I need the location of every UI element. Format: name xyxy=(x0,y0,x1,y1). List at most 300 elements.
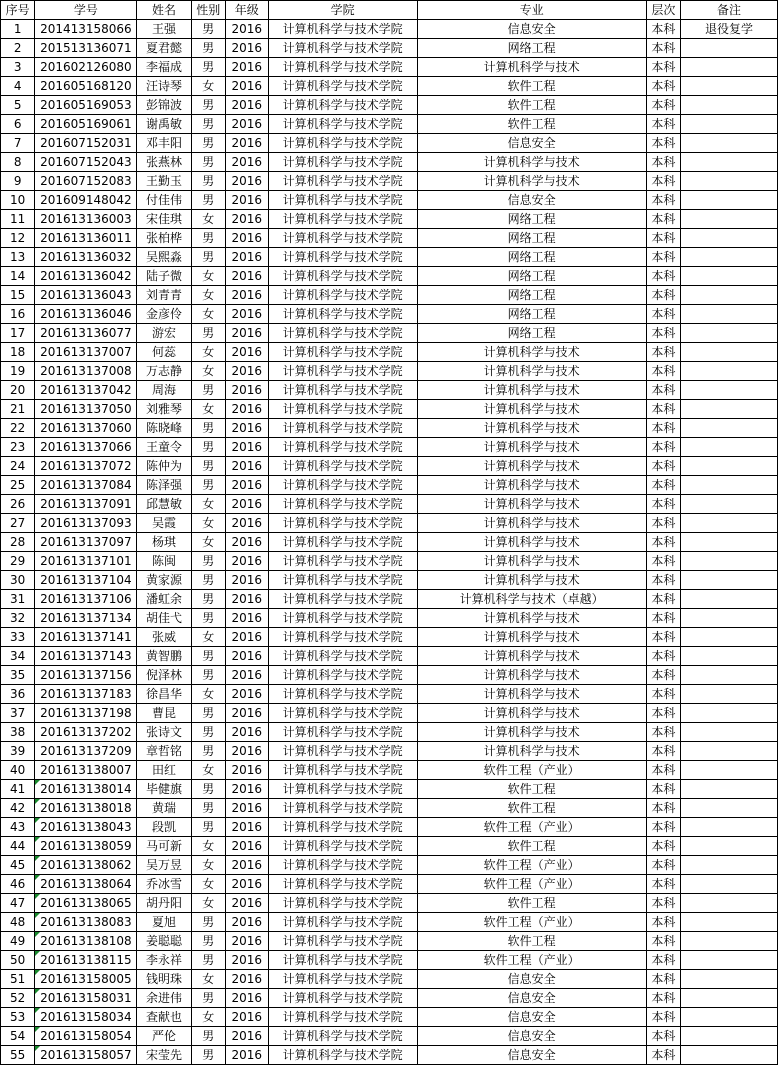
cell-grade[interactable]: 2016 xyxy=(225,932,268,951)
cell-grade[interactable]: 2016 xyxy=(225,305,268,324)
cell-seq[interactable]: 26 xyxy=(1,495,35,514)
cell-college[interactable]: 计算机科学与技术学院 xyxy=(268,153,417,172)
cell-seq[interactable]: 5 xyxy=(1,96,35,115)
cell-sex[interactable]: 女 xyxy=(191,837,225,856)
header-name[interactable]: 姓名 xyxy=(137,1,191,20)
cell-note[interactable] xyxy=(681,514,778,533)
cell-grade[interactable]: 2016 xyxy=(225,723,268,742)
cell-name[interactable]: 倪泽林 xyxy=(137,666,191,685)
cell-major[interactable]: 计算机科学与技术 xyxy=(417,685,646,704)
cell-level[interactable]: 本科 xyxy=(646,1008,680,1027)
cell-major[interactable]: 软件工程 xyxy=(417,799,646,818)
cell-grade[interactable]: 2016 xyxy=(225,229,268,248)
cell-seq[interactable]: 29 xyxy=(1,552,35,571)
cell-name[interactable]: 黄智鹏 xyxy=(137,647,191,666)
cell-student-id[interactable]: 201613137060 xyxy=(35,419,137,438)
cell-seq[interactable]: 33 xyxy=(1,628,35,647)
cell-major[interactable]: 软件工程（产业） xyxy=(417,875,646,894)
cell-name[interactable]: 胡丹阳 xyxy=(137,894,191,913)
cell-level[interactable]: 本科 xyxy=(646,267,680,286)
cell-note[interactable] xyxy=(681,172,778,191)
cell-seq[interactable]: 6 xyxy=(1,115,35,134)
cell-seq[interactable]: 43 xyxy=(1,818,35,837)
cell-student-id[interactable]: 201613138014 xyxy=(35,780,137,799)
cell-major[interactable]: 网络工程 xyxy=(417,210,646,229)
cell-college[interactable]: 计算机科学与技术学院 xyxy=(268,742,417,761)
cell-student-id[interactable]: 201602126080 xyxy=(35,58,137,77)
cell-seq[interactable]: 9 xyxy=(1,172,35,191)
cell-level[interactable]: 本科 xyxy=(646,324,680,343)
cell-major[interactable]: 信息安全 xyxy=(417,191,646,210)
cell-student-id[interactable]: 201613137066 xyxy=(35,438,137,457)
cell-grade[interactable]: 2016 xyxy=(225,495,268,514)
cell-level[interactable]: 本科 xyxy=(646,571,680,590)
cell-name[interactable]: 王勤玉 xyxy=(137,172,191,191)
cell-level[interactable]: 本科 xyxy=(646,1046,680,1065)
header-level[interactable]: 层次 xyxy=(646,1,680,20)
cell-major[interactable]: 计算机科学与技术 xyxy=(417,647,646,666)
cell-seq[interactable]: 16 xyxy=(1,305,35,324)
cell-name[interactable]: 吴霞 xyxy=(137,514,191,533)
cell-sex[interactable]: 男 xyxy=(191,476,225,495)
cell-sex[interactable]: 男 xyxy=(191,39,225,58)
cell-grade[interactable]: 2016 xyxy=(225,989,268,1008)
cell-sex[interactable]: 男 xyxy=(191,1046,225,1065)
cell-student-id[interactable]: 201613137042 xyxy=(35,381,137,400)
cell-name[interactable]: 李福成 xyxy=(137,58,191,77)
cell-major[interactable]: 计算机科学与技术 xyxy=(417,704,646,723)
cell-grade[interactable]: 2016 xyxy=(225,552,268,571)
cell-student-id[interactable]: 201613137084 xyxy=(35,476,137,495)
cell-sex[interactable]: 男 xyxy=(191,229,225,248)
cell-sex[interactable]: 女 xyxy=(191,267,225,286)
cell-note[interactable] xyxy=(681,457,778,476)
cell-level[interactable]: 本科 xyxy=(646,552,680,571)
cell-college[interactable]: 计算机科学与技术学院 xyxy=(268,609,417,628)
cell-level[interactable]: 本科 xyxy=(646,780,680,799)
cell-college[interactable]: 计算机科学与技术学院 xyxy=(268,210,417,229)
cell-grade[interactable]: 2016 xyxy=(225,571,268,590)
cell-student-id[interactable]: 201613137008 xyxy=(35,362,137,381)
cell-note[interactable] xyxy=(681,305,778,324)
cell-name[interactable]: 黄瑞 xyxy=(137,799,191,818)
cell-seq[interactable]: 32 xyxy=(1,609,35,628)
cell-seq[interactable]: 35 xyxy=(1,666,35,685)
cell-name[interactable]: 宋佳琪 xyxy=(137,210,191,229)
cell-grade[interactable]: 2016 xyxy=(225,647,268,666)
cell-major[interactable]: 信息安全 xyxy=(417,20,646,39)
cell-sex[interactable]: 女 xyxy=(191,970,225,989)
cell-sex[interactable]: 男 xyxy=(191,381,225,400)
cell-major[interactable]: 软件工程（产业） xyxy=(417,818,646,837)
cell-grade[interactable]: 2016 xyxy=(225,628,268,647)
cell-college[interactable]: 计算机科学与技术学院 xyxy=(268,495,417,514)
cell-college[interactable]: 计算机科学与技术学院 xyxy=(268,400,417,419)
cell-seq[interactable]: 28 xyxy=(1,533,35,552)
cell-grade[interactable]: 2016 xyxy=(225,419,268,438)
cell-note[interactable] xyxy=(681,1008,778,1027)
cell-note[interactable] xyxy=(681,989,778,1008)
cell-sex[interactable]: 男 xyxy=(191,571,225,590)
cell-sex[interactable]: 男 xyxy=(191,742,225,761)
cell-note[interactable] xyxy=(681,875,778,894)
cell-seq[interactable]: 10 xyxy=(1,191,35,210)
cell-note[interactable] xyxy=(681,533,778,552)
cell-name[interactable]: 刘青青 xyxy=(137,286,191,305)
cell-student-id[interactable]: 201613137106 xyxy=(35,590,137,609)
cell-note[interactable] xyxy=(681,818,778,837)
cell-level[interactable]: 本科 xyxy=(646,1027,680,1046)
cell-major[interactable]: 计算机科学与技术 xyxy=(417,419,646,438)
cell-sex[interactable]: 女 xyxy=(191,894,225,913)
header-sex[interactable]: 性别 xyxy=(191,1,225,20)
cell-major[interactable]: 计算机科学与技术 xyxy=(417,172,646,191)
cell-student-id[interactable]: 201613137104 xyxy=(35,571,137,590)
cell-student-id[interactable]: 201613136042 xyxy=(35,267,137,286)
cell-note[interactable] xyxy=(681,400,778,419)
cell-grade[interactable]: 2016 xyxy=(225,837,268,856)
cell-note[interactable] xyxy=(681,210,778,229)
cell-college[interactable]: 计算机科学与技术学院 xyxy=(268,970,417,989)
cell-seq[interactable]: 23 xyxy=(1,438,35,457)
cell-seq[interactable]: 31 xyxy=(1,590,35,609)
cell-student-id[interactable]: 201613137134 xyxy=(35,609,137,628)
cell-seq[interactable]: 49 xyxy=(1,932,35,951)
cell-college[interactable]: 计算机科学与技术学院 xyxy=(268,818,417,837)
cell-seq[interactable]: 52 xyxy=(1,989,35,1008)
cell-note[interactable] xyxy=(681,39,778,58)
cell-seq[interactable]: 50 xyxy=(1,951,35,970)
cell-major[interactable]: 信息安全 xyxy=(417,1027,646,1046)
cell-level[interactable]: 本科 xyxy=(646,913,680,932)
cell-note[interactable] xyxy=(681,761,778,780)
cell-college[interactable]: 计算机科学与技术学院 xyxy=(268,172,417,191)
cell-level[interactable]: 本科 xyxy=(646,400,680,419)
cell-note[interactable] xyxy=(681,856,778,875)
cell-level[interactable]: 本科 xyxy=(646,343,680,362)
cell-major[interactable]: 计算机科学与技术 xyxy=(417,609,646,628)
cell-grade[interactable]: 2016 xyxy=(225,457,268,476)
cell-student-id[interactable]: 201613138108 xyxy=(35,932,137,951)
cell-seq[interactable]: 37 xyxy=(1,704,35,723)
cell-sex[interactable]: 男 xyxy=(191,913,225,932)
cell-student-id[interactable]: 201613136003 xyxy=(35,210,137,229)
cell-name[interactable]: 吴万昱 xyxy=(137,856,191,875)
cell-sex[interactable]: 男 xyxy=(191,457,225,476)
cell-student-id[interactable]: 201613138059 xyxy=(35,837,137,856)
cell-name[interactable]: 吴熙淼 xyxy=(137,248,191,267)
cell-grade[interactable]: 2016 xyxy=(225,761,268,780)
cell-grade[interactable]: 2016 xyxy=(225,210,268,229)
cell-name[interactable]: 钱明珠 xyxy=(137,970,191,989)
cell-grade[interactable]: 2016 xyxy=(225,970,268,989)
cell-seq[interactable]: 15 xyxy=(1,286,35,305)
cell-grade[interactable]: 2016 xyxy=(225,20,268,39)
cell-name[interactable]: 徐昌华 xyxy=(137,685,191,704)
cell-seq[interactable]: 20 xyxy=(1,381,35,400)
cell-major[interactable]: 计算机科学与技术 xyxy=(417,362,646,381)
cell-grade[interactable]: 2016 xyxy=(225,533,268,552)
cell-grade[interactable]: 2016 xyxy=(225,1046,268,1065)
cell-note[interactable] xyxy=(681,894,778,913)
header-college[interactable]: 学院 xyxy=(268,1,417,20)
cell-student-id[interactable]: 201613137156 xyxy=(35,666,137,685)
cell-note[interactable] xyxy=(681,324,778,343)
cell-major[interactable]: 网络工程 xyxy=(417,267,646,286)
cell-grade[interactable]: 2016 xyxy=(225,780,268,799)
cell-student-id[interactable]: 201605169053 xyxy=(35,96,137,115)
cell-sex[interactable]: 女 xyxy=(191,1008,225,1027)
cell-name[interactable]: 陈泽强 xyxy=(137,476,191,495)
cell-seq[interactable]: 39 xyxy=(1,742,35,761)
cell-sex[interactable]: 女 xyxy=(191,305,225,324)
header-note[interactable]: 备注 xyxy=(681,1,778,20)
cell-seq[interactable]: 3 xyxy=(1,58,35,77)
cell-note[interactable] xyxy=(681,191,778,210)
cell-name[interactable]: 杨琪 xyxy=(137,533,191,552)
cell-sex[interactable]: 男 xyxy=(191,191,225,210)
cell-major[interactable]: 软件工程 xyxy=(417,77,646,96)
cell-level[interactable]: 本科 xyxy=(646,856,680,875)
cell-student-id[interactable]: 201613137183 xyxy=(35,685,137,704)
cell-note[interactable] xyxy=(681,913,778,932)
cell-major[interactable]: 计算机科学与技术 xyxy=(417,153,646,172)
cell-major[interactable]: 软件工程（产业） xyxy=(417,951,646,970)
cell-grade[interactable]: 2016 xyxy=(225,153,268,172)
cell-name[interactable]: 陆子微 xyxy=(137,267,191,286)
cell-student-id[interactable]: 201613138062 xyxy=(35,856,137,875)
cell-sex[interactable]: 男 xyxy=(191,419,225,438)
cell-student-id[interactable]: 201613137091 xyxy=(35,495,137,514)
cell-name[interactable]: 付佳伟 xyxy=(137,191,191,210)
cell-seq[interactable]: 40 xyxy=(1,761,35,780)
cell-grade[interactable]: 2016 xyxy=(225,856,268,875)
cell-note[interactable] xyxy=(681,267,778,286)
cell-seq[interactable]: 21 xyxy=(1,400,35,419)
cell-level[interactable]: 本科 xyxy=(646,495,680,514)
cell-student-id[interactable]: 201613137143 xyxy=(35,647,137,666)
cell-seq[interactable]: 24 xyxy=(1,457,35,476)
cell-note[interactable] xyxy=(681,343,778,362)
cell-seq[interactable]: 18 xyxy=(1,343,35,362)
cell-note[interactable] xyxy=(681,609,778,628)
cell-name[interactable]: 邱慧敏 xyxy=(137,495,191,514)
cell-seq[interactable]: 7 xyxy=(1,134,35,153)
cell-level[interactable]: 本科 xyxy=(646,932,680,951)
cell-note[interactable] xyxy=(681,723,778,742)
cell-sex[interactable]: 男 xyxy=(191,951,225,970)
cell-grade[interactable]: 2016 xyxy=(225,400,268,419)
cell-name[interactable]: 张柏桦 xyxy=(137,229,191,248)
cell-major[interactable]: 信息安全 xyxy=(417,989,646,1008)
cell-name[interactable]: 金彦伶 xyxy=(137,305,191,324)
cell-note[interactable] xyxy=(681,229,778,248)
cell-student-id[interactable]: 201613136077 xyxy=(35,324,137,343)
cell-college[interactable]: 计算机科学与技术学院 xyxy=(268,324,417,343)
cell-sex[interactable]: 女 xyxy=(191,685,225,704)
cell-student-id[interactable]: 201513136071 xyxy=(35,39,137,58)
cell-grade[interactable]: 2016 xyxy=(225,191,268,210)
cell-major[interactable]: 计算机科学与技术 xyxy=(417,495,646,514)
cell-name[interactable]: 陈仲为 xyxy=(137,457,191,476)
cell-level[interactable]: 本科 xyxy=(646,951,680,970)
cell-college[interactable]: 计算机科学与技术学院 xyxy=(268,571,417,590)
cell-college[interactable]: 计算机科学与技术学院 xyxy=(268,647,417,666)
cell-seq[interactable]: 4 xyxy=(1,77,35,96)
cell-seq[interactable]: 48 xyxy=(1,913,35,932)
cell-college[interactable]: 计算机科学与技术学院 xyxy=(268,913,417,932)
cell-grade[interactable]: 2016 xyxy=(225,58,268,77)
cell-college[interactable]: 计算机科学与技术学院 xyxy=(268,856,417,875)
cell-major[interactable]: 计算机科学与技术 xyxy=(417,400,646,419)
cell-sex[interactable]: 女 xyxy=(191,362,225,381)
cell-level[interactable]: 本科 xyxy=(646,837,680,856)
cell-note[interactable] xyxy=(681,552,778,571)
cell-note[interactable] xyxy=(681,476,778,495)
cell-sex[interactable]: 女 xyxy=(191,761,225,780)
cell-student-id[interactable]: 201607152083 xyxy=(35,172,137,191)
cell-college[interactable]: 计算机科学与技术学院 xyxy=(268,514,417,533)
cell-sex[interactable]: 女 xyxy=(191,628,225,647)
cell-college[interactable]: 计算机科学与技术学院 xyxy=(268,362,417,381)
cell-note[interactable] xyxy=(681,628,778,647)
cell-college[interactable]: 计算机科学与技术学院 xyxy=(268,476,417,495)
cell-grade[interactable]: 2016 xyxy=(225,1008,268,1027)
cell-student-id[interactable]: 201613158054 xyxy=(35,1027,137,1046)
cell-seq[interactable]: 47 xyxy=(1,894,35,913)
cell-college[interactable]: 计算机科学与技术学院 xyxy=(268,39,417,58)
cell-name[interactable]: 李永祥 xyxy=(137,951,191,970)
cell-grade[interactable]: 2016 xyxy=(225,704,268,723)
cell-sex[interactable]: 男 xyxy=(191,172,225,191)
cell-grade[interactable]: 2016 xyxy=(225,799,268,818)
cell-student-id[interactable]: 201613136032 xyxy=(35,248,137,267)
cell-seq[interactable]: 46 xyxy=(1,875,35,894)
cell-sex[interactable]: 男 xyxy=(191,780,225,799)
cell-college[interactable]: 计算机科学与技术学院 xyxy=(268,704,417,723)
cell-seq[interactable]: 34 xyxy=(1,647,35,666)
cell-seq[interactable]: 12 xyxy=(1,229,35,248)
cell-sex[interactable]: 男 xyxy=(191,609,225,628)
cell-note[interactable] xyxy=(681,134,778,153)
cell-seq[interactable]: 19 xyxy=(1,362,35,381)
cell-major[interactable]: 计算机科学与技术 xyxy=(417,571,646,590)
cell-sex[interactable]: 女 xyxy=(191,856,225,875)
cell-level[interactable]: 本科 xyxy=(646,989,680,1008)
cell-major[interactable]: 软件工程 xyxy=(417,96,646,115)
cell-college[interactable]: 计算机科学与技术学院 xyxy=(268,58,417,77)
cell-level[interactable]: 本科 xyxy=(646,818,680,837)
cell-student-id[interactable]: 201613137050 xyxy=(35,400,137,419)
cell-level[interactable]: 本科 xyxy=(646,704,680,723)
cell-level[interactable]: 本科 xyxy=(646,248,680,267)
cell-note[interactable] xyxy=(681,780,778,799)
cell-seq[interactable]: 55 xyxy=(1,1046,35,1065)
cell-grade[interactable]: 2016 xyxy=(225,913,268,932)
cell-sex[interactable]: 男 xyxy=(191,989,225,1008)
cell-name[interactable]: 何蕊 xyxy=(137,343,191,362)
cell-major[interactable]: 软件工程 xyxy=(417,780,646,799)
cell-seq[interactable]: 8 xyxy=(1,153,35,172)
cell-grade[interactable]: 2016 xyxy=(225,685,268,704)
cell-seq[interactable]: 2 xyxy=(1,39,35,58)
cell-level[interactable]: 本科 xyxy=(646,723,680,742)
cell-grade[interactable]: 2016 xyxy=(225,324,268,343)
cell-level[interactable]: 本科 xyxy=(646,628,680,647)
cell-note[interactable] xyxy=(681,115,778,134)
cell-sex[interactable]: 男 xyxy=(191,647,225,666)
cell-college[interactable]: 计算机科学与技术学院 xyxy=(268,723,417,742)
cell-major[interactable]: 信息安全 xyxy=(417,1046,646,1065)
cell-major[interactable]: 计算机科学与技术 xyxy=(417,514,646,533)
cell-level[interactable]: 本科 xyxy=(646,58,680,77)
cell-sex[interactable]: 男 xyxy=(191,58,225,77)
cell-college[interactable]: 计算机科学与技术学院 xyxy=(268,343,417,362)
cell-level[interactable]: 本科 xyxy=(646,39,680,58)
cell-grade[interactable]: 2016 xyxy=(225,894,268,913)
cell-sex[interactable]: 男 xyxy=(191,96,225,115)
cell-name[interactable]: 曹昆 xyxy=(137,704,191,723)
cell-grade[interactable]: 2016 xyxy=(225,172,268,191)
cell-grade[interactable]: 2016 xyxy=(225,951,268,970)
cell-level[interactable]: 本科 xyxy=(646,590,680,609)
cell-sex[interactable]: 男 xyxy=(191,704,225,723)
cell-note[interactable] xyxy=(681,590,778,609)
cell-level[interactable]: 本科 xyxy=(646,514,680,533)
cell-sex[interactable]: 男 xyxy=(191,134,225,153)
cell-name[interactable]: 陈闽 xyxy=(137,552,191,571)
cell-grade[interactable]: 2016 xyxy=(225,96,268,115)
cell-sex[interactable]: 男 xyxy=(191,324,225,343)
cell-college[interactable]: 计算机科学与技术学院 xyxy=(268,799,417,818)
cell-level[interactable]: 本科 xyxy=(646,362,680,381)
cell-seq[interactable]: 30 xyxy=(1,571,35,590)
cell-name[interactable]: 乔冰雪 xyxy=(137,875,191,894)
cell-seq[interactable]: 1 xyxy=(1,20,35,39)
cell-level[interactable]: 本科 xyxy=(646,381,680,400)
cell-name[interactable]: 夏君懿 xyxy=(137,39,191,58)
cell-level[interactable]: 本科 xyxy=(646,457,680,476)
cell-level[interactable]: 本科 xyxy=(646,533,680,552)
cell-level[interactable]: 本科 xyxy=(646,742,680,761)
cell-college[interactable]: 计算机科学与技术学院 xyxy=(268,837,417,856)
cell-grade[interactable]: 2016 xyxy=(225,438,268,457)
cell-college[interactable]: 计算机科学与技术学院 xyxy=(268,1008,417,1027)
cell-level[interactable]: 本科 xyxy=(646,115,680,134)
cell-major[interactable]: 软件工程（产业） xyxy=(417,913,646,932)
cell-major[interactable]: 计算机科学与技术 xyxy=(417,742,646,761)
cell-note[interactable] xyxy=(681,495,778,514)
cell-major[interactable]: 软件工程 xyxy=(417,894,646,913)
cell-sex[interactable]: 女 xyxy=(191,514,225,533)
cell-name[interactable]: 段凯 xyxy=(137,818,191,837)
cell-level[interactable]: 本科 xyxy=(646,609,680,628)
cell-student-id[interactable]: 201613138064 xyxy=(35,875,137,894)
cell-level[interactable]: 本科 xyxy=(646,172,680,191)
cell-seq[interactable]: 42 xyxy=(1,799,35,818)
cell-college[interactable]: 计算机科学与技术学院 xyxy=(268,666,417,685)
cell-college[interactable]: 计算机科学与技术学院 xyxy=(268,894,417,913)
cell-student-id[interactable]: 201613137141 xyxy=(35,628,137,647)
cell-grade[interactable]: 2016 xyxy=(225,1027,268,1046)
cell-name[interactable]: 严伦 xyxy=(137,1027,191,1046)
cell-note[interactable] xyxy=(681,932,778,951)
cell-student-id[interactable]: 201613136011 xyxy=(35,229,137,248)
cell-grade[interactable]: 2016 xyxy=(225,875,268,894)
cell-level[interactable]: 本科 xyxy=(646,210,680,229)
cell-name[interactable]: 彭锦波 xyxy=(137,96,191,115)
cell-grade[interactable]: 2016 xyxy=(225,286,268,305)
